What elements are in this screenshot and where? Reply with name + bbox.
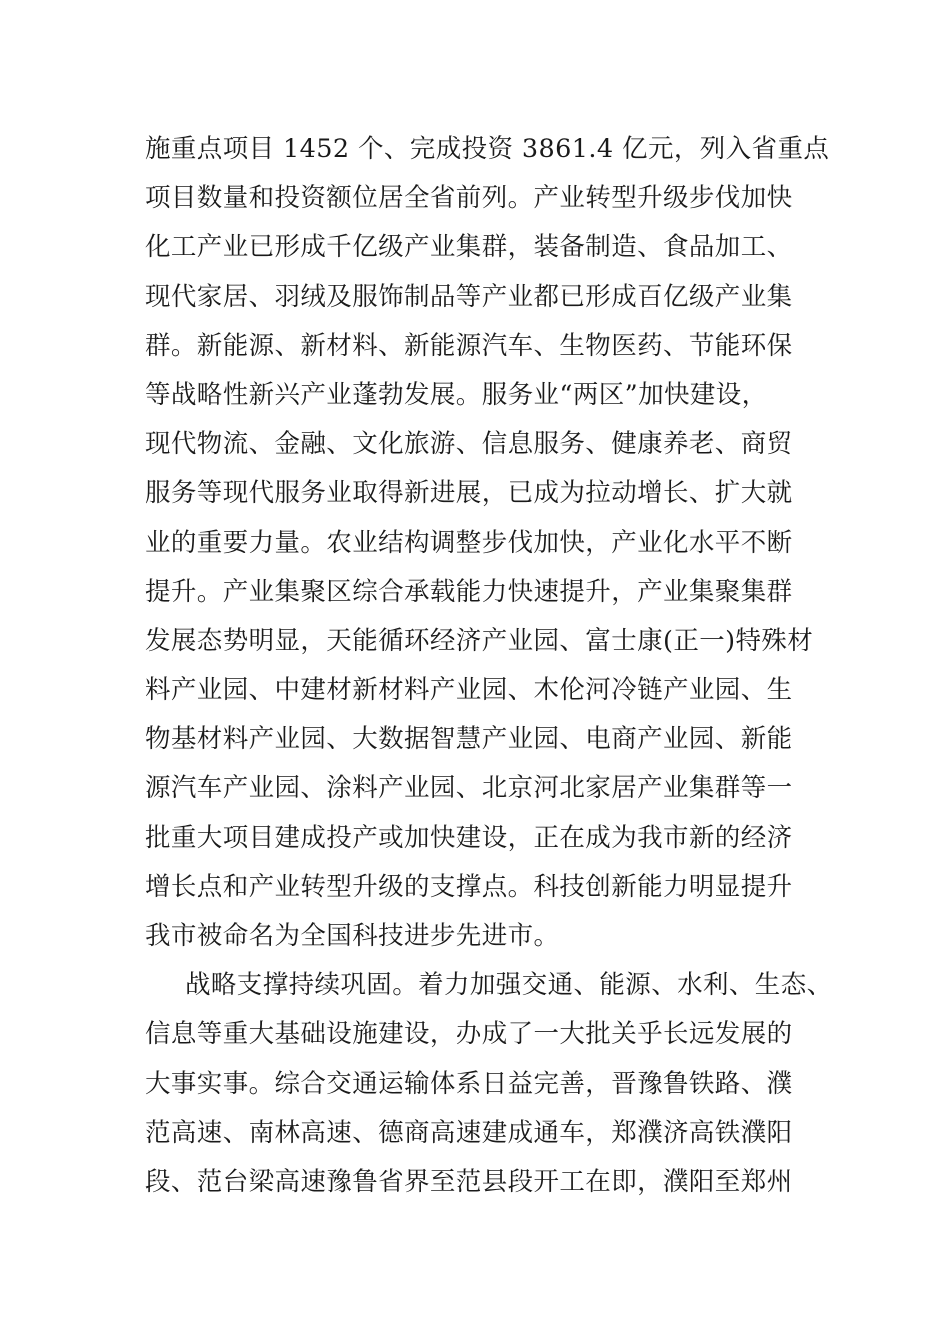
text-line: 范高速、南林高速、德商高速建成通车，郑濮济高铁濮阳 — [145, 1117, 793, 1148]
text-line: 群。新能源、新材料、新能源汽车、生物医药、节能环保 — [145, 330, 793, 361]
text-line: 化工产业已形成千亿级产业集群，装备制造、食品加工、 — [145, 232, 793, 263]
text-line: 我市被命名为全国科技进步先进市。 — [145, 921, 560, 951]
text-line: 源汽车产业园、涂料产业园、北京河北家居产业集群等一 — [145, 773, 793, 804]
text-line: 发展态势明显，天能循环经济产业园、富士康(正一)特殊材 — [145, 625, 814, 656]
text-line: 段、范台梁高速豫鲁省界至范县段开工在即，濮阳至郑州 — [145, 1166, 793, 1197]
text-line: 批重大项目建成投产或加快建设，正在成为我市新的经济 — [145, 822, 793, 853]
text-line: 业的重要力量。农业结构调整步伐加快，产业化水平不断 — [145, 527, 793, 558]
text-line: 信息等重大基础设施建设，办成了一大批关乎长远发展的 — [145, 1019, 793, 1050]
text-line: 大事实事。综合交通运输体系日益完善，晋豫鲁铁路、濮 — [145, 1068, 793, 1099]
text-line: 项目数量和投资额位居全省前列。产业转型升级步伐加快 — [145, 183, 793, 214]
text-line: 增长点和产业转型升级的支撑点。科技创新能力明显提升 — [145, 871, 793, 902]
text-line: 现代家居、羽绒及服饰制品等产业都已形成百亿级产业集 — [145, 281, 793, 312]
text-line: 现代物流、金融、文化旅游、信息服务、健康养老、商贸 — [145, 429, 793, 460]
text-line: 物基材料产业园、大数据智慧产业园、电商产业园、新能 — [145, 724, 793, 755]
text-line: 提升。产业集聚区综合承载能力快速提升，产业集聚集群 — [145, 576, 793, 607]
text-line: 施重点项目 1452 个、完成投资 3861.4 亿元，列入省重点 — [145, 134, 830, 164]
text-line: 服务等现代服务业取得新进展，已成为拉动增长、扩大就 — [145, 478, 793, 509]
text-line: 等战略性新兴产业蓬勃发展。服务业“两区”加快建设， — [145, 379, 768, 410]
paragraph-first-line: 战略支撑持续巩固。着力加强交通、能源、水利、生态、 — [185, 970, 833, 1001]
text-line: 料产业园、中建材新材料产业园、木伦河冷链产业园、生 — [145, 675, 793, 706]
body-text — [145, 125, 835, 1207]
